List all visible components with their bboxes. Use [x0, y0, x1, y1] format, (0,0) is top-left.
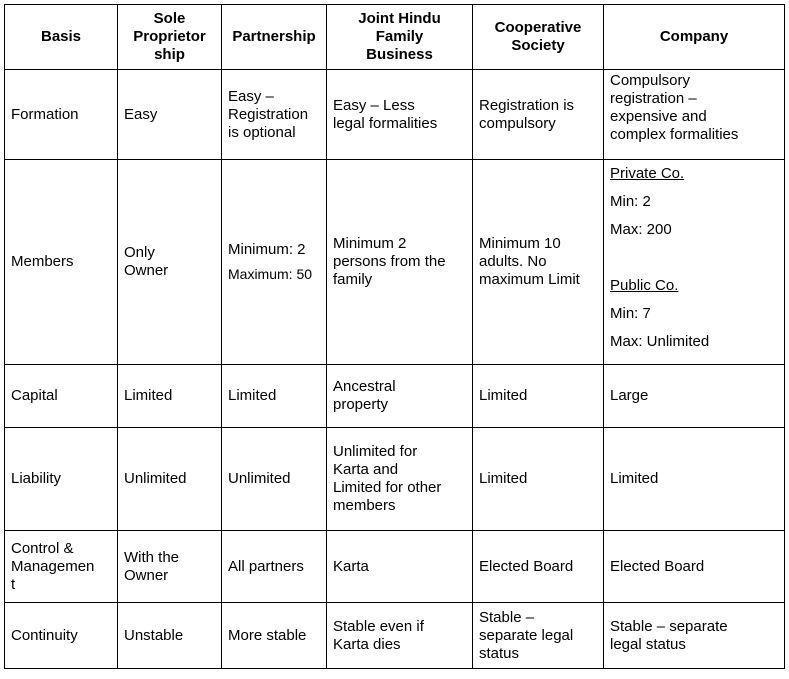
members-coop: Minimum 10 adults. No maximum Limit [473, 160, 604, 365]
capital-sole: Limited [118, 365, 222, 428]
comparison-table [4, 4, 785, 669]
control-basis: Control & Managemen t [5, 531, 118, 603]
header-cooperative: Cooperative Society [473, 5, 604, 70]
header-company: Company [604, 5, 785, 70]
liability-sole: Unlimited [118, 428, 222, 531]
formation-partnership: Easy – Registration is optional [222, 70, 327, 160]
capital-partnership: Limited [222, 365, 327, 428]
control-jhf: Karta [327, 531, 473, 603]
members-jhf: Minimum 2 persons from the family [327, 160, 473, 365]
members-sole: Only Owner [118, 160, 222, 365]
formation-basis: Formation [5, 70, 118, 160]
header-joint-hindu-family: Joint Hindu Family Business [327, 5, 473, 70]
members-basis: Members [5, 160, 118, 365]
continuity-partnership: More stable [222, 603, 327, 669]
members-company: Private Co. Min: 2 Max: 200 Public Co. Min: 7 Max: Unlimited [604, 160, 785, 365]
control-company: Elected Board [604, 531, 785, 603]
liability-partnership: Unlimited [222, 428, 327, 531]
table-row-continuity [5, 603, 785, 669]
table-row-formation [5, 70, 785, 160]
control-partnership: All partners [222, 531, 327, 603]
continuity-jhf: Stable even if Karta dies [327, 603, 473, 669]
table-row-liability [5, 428, 785, 531]
header-partnership: Partnership [222, 5, 327, 70]
liability-basis: Liability [5, 428, 118, 531]
table-row-capital [5, 365, 785, 428]
header-row [5, 5, 785, 70]
liability-company: Limited [604, 428, 785, 531]
liability-coop: Limited [473, 428, 604, 531]
continuity-basis: Continuity [5, 603, 118, 669]
members-partnership: Minimum: 2 Maximum: 50 [222, 160, 327, 365]
formation-sole: Easy [118, 70, 222, 160]
formation-jhf: Easy – Less legal formalities [327, 70, 473, 160]
capital-coop: Limited [473, 365, 604, 428]
formation-company: Compulsory registration – expensive and complex formalities [604, 70, 785, 160]
header-basis: Basis [5, 5, 118, 70]
capital-basis: Capital [5, 365, 118, 428]
formation-coop: Registration is compulsory [473, 70, 604, 160]
continuity-sole: Unstable [118, 603, 222, 669]
header-sole-proprietorship: Sole Proprietor ship [118, 5, 222, 70]
table-row-control [5, 531, 785, 603]
continuity-coop: Stable – separate legal status [473, 603, 604, 669]
control-sole: With the Owner [118, 531, 222, 603]
table-row-members [5, 160, 785, 365]
continuity-company: Stable – separate legal status [604, 603, 785, 669]
liability-jhf: Unlimited for Karta and Limited for other members [327, 428, 473, 531]
capital-company: Large [604, 365, 785, 428]
control-coop: Elected Board [473, 531, 604, 603]
public-company-heading: Public Co. [610, 277, 679, 294]
capital-jhf: Ancestral property [327, 365, 473, 428]
private-company-heading: Private Co. [610, 165, 685, 182]
